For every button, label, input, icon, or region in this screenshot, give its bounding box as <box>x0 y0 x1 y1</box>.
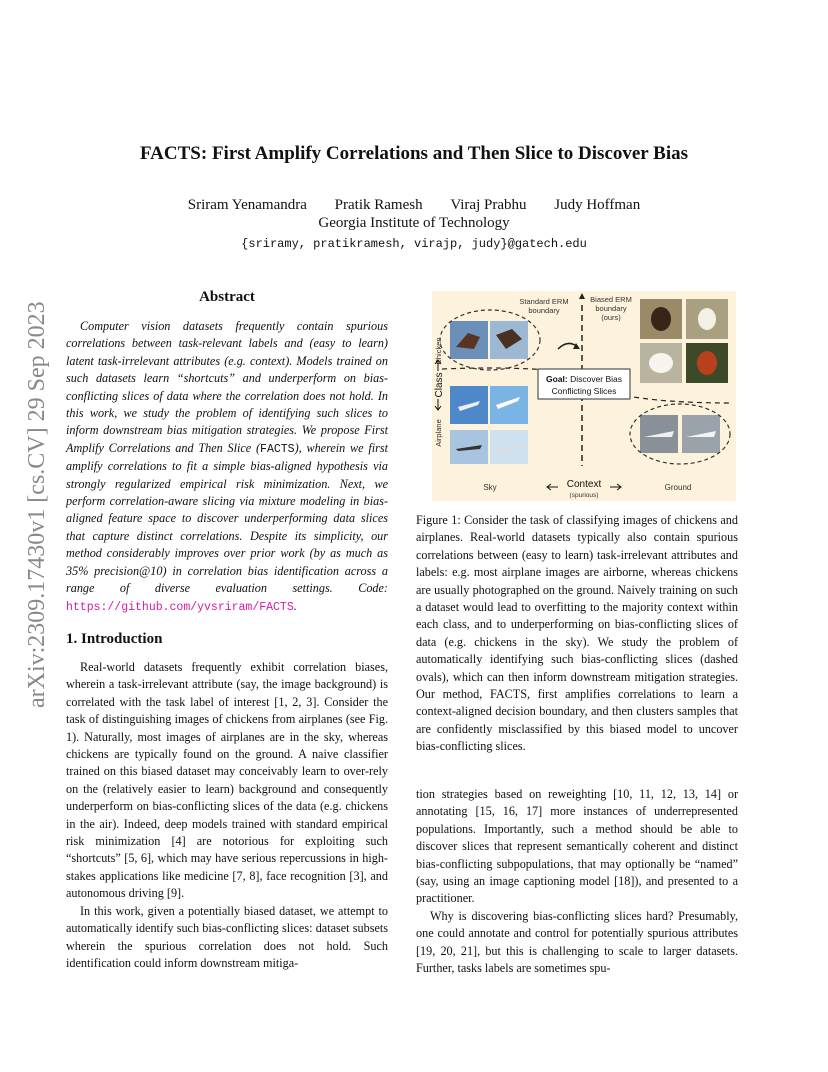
author-name: Sriram Yenamandra <box>187 197 307 213</box>
abstract-text-part: ), wherein we first amplify correlations to fit a simple bias-aligned hypothesis via strongly regularized empirical risk minimization. Next, we perform correlation-aware slicing via mixture modeling in bias-aligned feature space to discover underperforming data slices that capture distinct correlations. Despite its simplicity, our method considerably improves over prior work (by as much as 35% precision@10) in correlation bias identification across a range of diverse evaluation settings. Code: <box>66 440 388 596</box>
class-axis-label: Class <box>434 372 445 398</box>
paper-title: FACTS: First Amplify Correlations and Then Slice to Discover Bias <box>139 143 688 164</box>
method-name: FACTS <box>260 442 295 456</box>
sky-axis-label: Sky <box>483 483 497 492</box>
chicken-ground-images <box>640 299 728 383</box>
intro-paragraph: Real-world datasets frequently exhibit correlation biases, wherein a task-irrelevant attribute (say, the image background) is correlated with the task label of interest [1, 2, 3]. Consider the task of distinguishing images of chickens from airplanes (see Fig. 1). Naturally, most images of airplanes are in the sky, whereas chickens are typically found on the ground. A naive classifier trained on this biased dataset may conceivably learn to over-rely on the (relatively easier to learn) background and consequently underperform on bias-conflicting slices of the data (e.g. chickens in the air). Indeed, deep models trained with standard empirical risk minimization [4] are notorious for exploiting such “shortcuts” [5, 6], which may have serious repercussions in high-stakes applications like medicine [7, 8], face recognition [3], and autonomous driving [9]. <box>66 660 388 901</box>
chicken-sky-images <box>450 321 528 359</box>
author-name: Viraj Prabhu <box>450 197 527 213</box>
arxiv-stamp-text: arXiv:2309.17430v1 [cs.CV] 29 Sep 2023 <box>24 301 50 708</box>
author-name: Pratik Ramesh <box>334 197 423 213</box>
goal-line-2: Conflicting Slices <box>551 386 617 396</box>
intro-paragraph: In this work, given a potentially biased dataset, we attempt to automatically identify such bias-conflicting slices: dataset subsets wherein the spurious correlation does not hold. Such identification could inform downstream mitiga- <box>66 903 388 970</box>
standard-erm-label: Standard ERM <box>519 297 569 306</box>
intro-text <box>66 659 388 972</box>
abstract-text <box>66 318 388 616</box>
airplane-ground-images <box>640 415 720 453</box>
context-axis-label: Context <box>566 479 602 490</box>
figure-1 <box>432 291 736 501</box>
right-column-text <box>416 786 738 977</box>
body-paragraph: Why is discovering bias-conflicting slices hard? Presumably, one could annotate and control for potentially spurious attributes [19, 20, 21], but this is challenging to scale to larger datasets. Further, tasks labels are sometimes spu- <box>416 908 738 976</box>
body-paragraph: tion strategies based on reweighting [10, 11, 12, 13, 14] or annotating [15, 16, 17] more instances of underrepresented populations. Importantly, such a method should be able to discover slices that represent semantically coherent and distinct bias-conflicting subpopulations, that may optionally be “named” (say, using an image captioning model [18]), and presented to a practitioner. <box>416 787 738 906</box>
goal-rest: Discover Bias <box>567 374 623 384</box>
biased-erm-label: Biased ERM <box>590 295 632 304</box>
abstract-heading: Abstract <box>199 289 255 305</box>
affiliation: Georgia Institute of Technology <box>318 215 510 231</box>
biased-erm-label: boundary <box>595 304 627 313</box>
author-name: Judy Hoffman <box>554 197 641 213</box>
arxiv-stamp <box>8 290 56 710</box>
author-emails: {sriramy, pratikramesh, virajp, judy}@gatech.edu <box>241 237 587 251</box>
abstract-end: . <box>293 598 297 613</box>
goal-bold: Goal: <box>545 374 568 384</box>
biased-erm-label: (ours) <box>601 313 621 322</box>
figure-1-caption: Figure 1: Consider the task of classifying images of chickens and airplanes. Real-world datasets typically also contain spurious correlations between (easy to learn) task-irrelevant attributes and labels: e.g. most airplane images are airborne, whereas chickens are usually photographed on the ground. Naively training on such a dataset would lead to overfitting to the majority context within each class, and to underperforming on bias-conflicting slices of data (e.g. chickens in the sky). We study the problem of automatically identifying such bias-conflicting slices (dashed ovals), which can then inform downstream mitigation strategies. Our method, FACTS, first amplifies correlations to learn a context-aligned decision boundary, and then clusters samples that are confidently misclassified by this biased model to uncover bias-conflicting slices. <box>416 513 738 754</box>
code-link[interactable]: https://github.com/yvsriram/FACTS <box>66 600 294 614</box>
goal-line-1 <box>546 374 622 384</box>
author-list <box>0 196 828 215</box>
airplane-sky-images <box>450 386 528 464</box>
ground-axis-label: Ground <box>664 483 692 492</box>
section-heading-introduction: 1. Introduction <box>66 631 163 647</box>
chicken-axis-label: Chicken <box>434 337 443 365</box>
standard-erm-label: boundary <box>528 306 560 315</box>
airplane-axis-label: Airplane <box>434 419 443 447</box>
abstract-text-part: Computer vision datasets frequently contain spurious correlations between task-relevant labels and (easy to learn) latent task-irrelevant attributes (e.g. context). Models trained on such datasets learn “shortcuts” and underperform on bias-conflicting slices of data where the correlation does not hold. In this work, we study the problem of identifying such slices to inform downstream bias mitigation strategies. We propose First Amplify Correlations and Then Slice ( <box>66 319 388 455</box>
spurious-axis-label: (spurious) <box>569 492 599 499</box>
